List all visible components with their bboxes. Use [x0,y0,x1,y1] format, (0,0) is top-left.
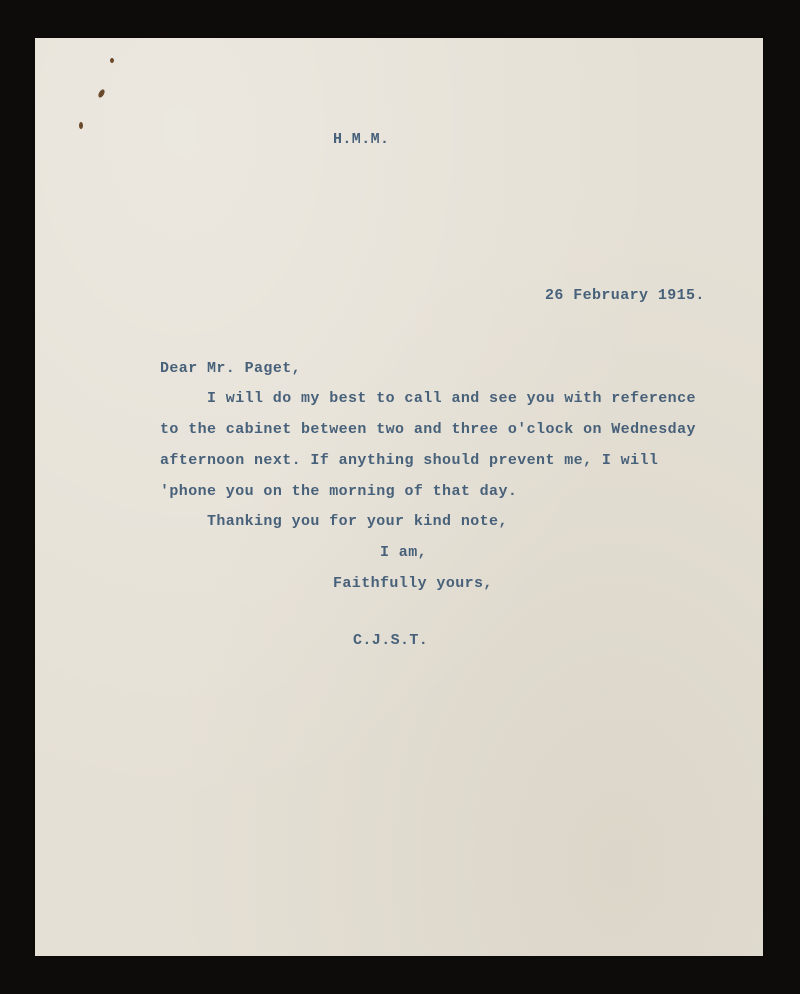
body-line: I will do my best to call and see you with reference [207,390,696,407]
rust-stain-mark [110,58,114,63]
body-line: to the cabinet between two and three o'clock on Wednesday [160,421,696,438]
rust-stain-mark [79,122,83,129]
closing-i-am: I am, [380,544,428,561]
body-line: afternoon next. If anything should prevent me, I will [160,452,659,469]
body-line: 'phone you on the morning of that day. [160,483,518,500]
rust-stain-mark [97,88,106,98]
letter-date: 26 February 1915. [545,287,705,304]
header-initials: H.M.M. [333,131,390,148]
closing-thanks: Thanking you for your kind note, [207,513,508,530]
salutation: Dear Mr. Paget, [160,360,302,377]
letter-page [35,38,763,956]
valediction: Faithfully yours, [333,575,493,592]
signature-initials: C.J.S.T. [353,632,429,649]
